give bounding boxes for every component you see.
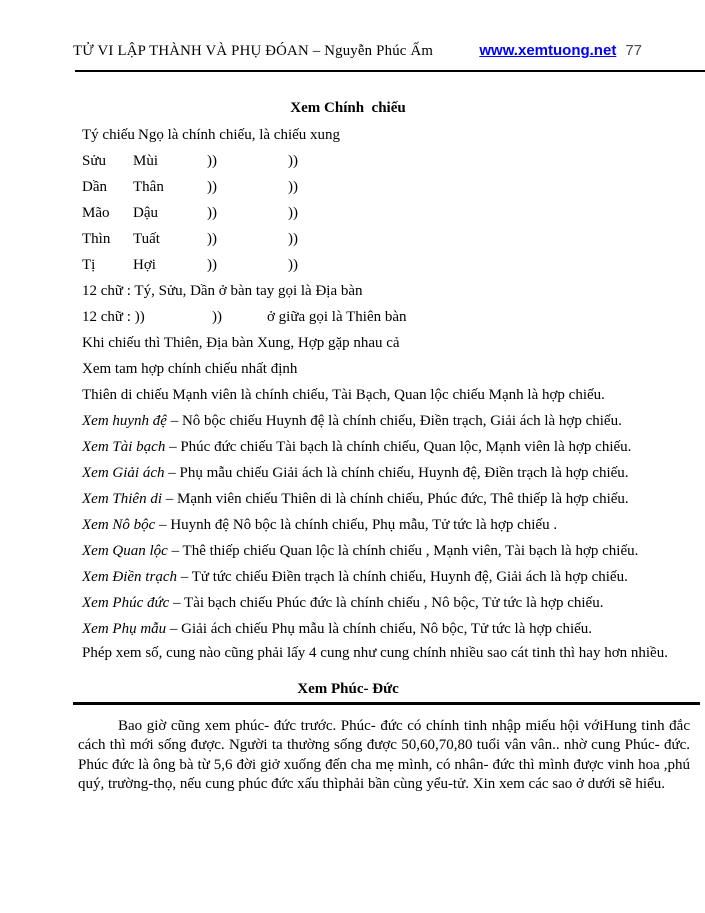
xem-item-lead: Xem Quan lộc xyxy=(82,543,168,559)
xem-item xyxy=(78,434,690,460)
thien-ban-cell: 12 chữ : )) xyxy=(82,309,145,325)
xem-item xyxy=(78,408,690,434)
body-line-tam-hop: Xem tam hợp chính chiếu nhất định xyxy=(82,361,298,377)
xem-item-text: – Phụ mẫu chiếu Giải ách là chính chiếu, Huynh đệ, Điền trạch là hợp chiếu. xyxy=(164,465,629,481)
zodiac-cell: Hợi xyxy=(133,257,156,273)
website-link[interactable]: www.xemtuong.net xyxy=(479,42,617,59)
xem-item-lead: Xem Thiên di xyxy=(82,491,162,507)
zodiac-row xyxy=(78,174,690,200)
zodiac-cell: )) xyxy=(207,205,217,221)
zodiac-row xyxy=(78,226,690,252)
zodiac-cell: )) xyxy=(207,153,217,169)
xem-item xyxy=(78,460,690,486)
zodiac-row xyxy=(78,122,690,148)
zodiac-cell: )) xyxy=(288,205,298,221)
zodiac-cell: )) xyxy=(288,257,298,273)
xem-item-text: – Phúc đức chiếu Tài bạch là chính chiếu, Quan lộc, Mạnh viên là hợp chiếu. xyxy=(165,439,632,455)
zodiac-cell: Tý chiếu xyxy=(82,127,135,143)
header-divider xyxy=(75,70,705,72)
xem-item-lead: Xem huynh đệ xyxy=(82,413,167,429)
book-title: TỬ VI LẬP THÀNH VÀ PHỤ ĐÓAN – Nguyễn Phúc Ấm xyxy=(73,43,434,59)
zodiac-row xyxy=(78,148,690,174)
xem-item-text: – Tử tức chiếu Điền trạch là chính chiếu, Huynh đệ, Giải ách là hợp chiếu. xyxy=(176,569,628,585)
xem-item xyxy=(78,616,690,642)
zodiac-row xyxy=(78,200,690,226)
xem-item xyxy=(78,486,690,512)
zodiac-cell: )) xyxy=(288,231,298,247)
xem-item-lead: Xem Phúc đức xyxy=(82,595,170,611)
header-right xyxy=(479,42,642,59)
xem-item-lead: Xem Điền trạch xyxy=(82,569,177,585)
zodiac-cell: Thân xyxy=(133,179,164,195)
zodiac-row-text: Ngọ là chính chiếu, là chiếu xung xyxy=(138,127,341,143)
zodiac-cell: )) xyxy=(288,153,298,169)
section-heading-underline xyxy=(73,679,700,705)
xem-item-text: – Tài bạch chiếu Phúc đức là chính chiếu , Nô bộc, Tử tức là hợp chiếu. xyxy=(169,595,604,611)
xem-item-lead: Xem Tài bạch xyxy=(82,439,166,455)
page-content xyxy=(78,98,690,795)
xem-item xyxy=(78,564,690,590)
zodiac-cell: Thìn xyxy=(82,231,111,247)
zodiac-cell: )) xyxy=(288,179,298,195)
xem-item-lead: Xem Nô bộc xyxy=(82,517,156,533)
xem-item-text: – Giải ách chiếu Phụ mẫu là chính chiếu, Nô bộc, Tử tức là hợp chiếu. xyxy=(166,621,593,637)
zodiac-cell: )) xyxy=(207,231,217,247)
zodiac-cell: )) xyxy=(207,179,217,195)
zodiac-cell: Mùi xyxy=(133,153,159,169)
page-header xyxy=(73,42,642,60)
zodiac-cell: Mão xyxy=(82,205,110,221)
section-heading-xem-phuc-duc: Xem Phúc- Đức xyxy=(297,680,399,697)
xem-item xyxy=(78,538,690,564)
zodiac-cell: Dậu xyxy=(133,205,158,221)
xem-item-lead: Xem Phụ mẫu xyxy=(82,621,167,637)
page-number: 77 xyxy=(625,42,642,59)
zodiac-cell: Dần xyxy=(82,179,107,195)
xem-item-text: – Mạnh viên chiếu Thiên di là chính chiếu, Phúc đức, Thê thiếp là hợp chiếu. xyxy=(162,491,629,507)
zodiac-cell: Tị xyxy=(82,257,96,273)
phuc-duc-paragraph: Bao giờ cũng xem phúc- đức trước. Phúc- đức có chính tinh nhập miếu hội vớiHung tinh đắc cách thì mới sống được. Người ta thường sống được 50,60,70,80 tuổi vân vân.. nhờ cung Phúc- đức. Phúc đức là ông bà từ 5,6 đời giở xuống đến cha mẹ mình, có nhân- đức thì mình được vinh hoa ,phú quý, trường-thọ, nếu cung phúc đức xấu thìphải bần cùng yểu-tử. Xin xem các sao ở dưới sẽ hiểu. xyxy=(78,717,690,792)
zodiac-cell: Sửu xyxy=(82,153,106,169)
thien-ban-cell: )) xyxy=(212,309,222,325)
xem-item xyxy=(78,590,690,616)
body-line-thien-di: Thiên di chiếu Mạnh viên là chính chiếu, Tài Bạch, Quan lộc chiếu Mạnh là hợp chiếu. xyxy=(82,387,605,403)
section-heading-xem-chinh-chieu: Xem Chính chiếu xyxy=(290,100,406,116)
zodiac-row xyxy=(78,252,690,278)
body-line-dia-ban: 12 chữ : Tý, Sửu, Dần ở bàn tay gọi là Địa bàn xyxy=(82,283,363,299)
thien-ban-text: ở giữa gọi là Thiên bàn xyxy=(267,309,407,325)
body-line-thien-ban xyxy=(78,304,690,330)
xem-item-lead: Xem Giải ách xyxy=(82,465,165,481)
xem-item-text: – Huynh đệ Nô bộc là chính chiếu, Phụ mẫu, Tử tức là hợp chiếu . xyxy=(155,517,558,533)
xem-item xyxy=(78,512,690,538)
xem-item-text: – Nô bộc chiếu Huynh đệ là chính chiếu, Điền trạch, Giải ách là hợp chiếu. xyxy=(166,413,622,429)
xem-item-text: – Thê thiếp chiếu Quan lộc là chính chiếu , Mạnh viên, Tài bạch là hợp chiếu. xyxy=(167,543,639,559)
zodiac-cell: )) xyxy=(207,257,217,273)
closing-note: Phép xem số, cung nào cũng phải lấy 4 cung như cung chính nhiều sao cát tinh thì hay hơn nhiều. xyxy=(82,645,668,661)
zodiac-cell: Tuất xyxy=(133,231,160,247)
body-line-khi-chieu: Khi chiếu thì Thiên, Địa bàn Xung, Hợp gặp nhau cả xyxy=(82,335,400,351)
